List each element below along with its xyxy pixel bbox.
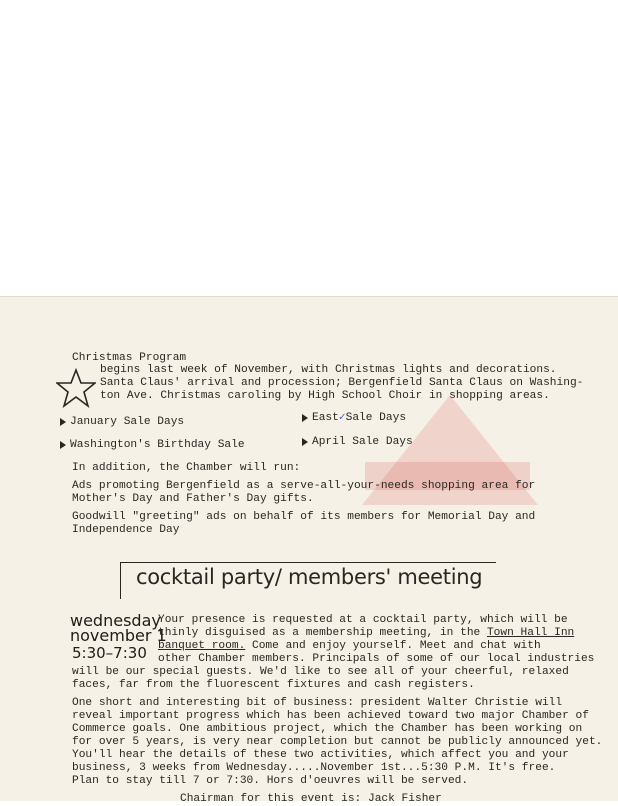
christmas-program-title: Christmas Program bbox=[72, 352, 187, 364]
meeting-heading: cocktail party/ members' meeting bbox=[136, 565, 483, 589]
christmas-line-2: Santa Claus' arrival and procession; Bergenfield Santa Claus on Washing- bbox=[100, 377, 584, 389]
chamber-intro: In addition, the Chamber will run: bbox=[72, 462, 301, 474]
christmas-line-1: begins last week of November, with Christmas lights and decorations. bbox=[100, 364, 557, 376]
para1-line-1: Your presence is requested at a cocktail party, which will be bbox=[158, 614, 568, 626]
para1-line-2 bbox=[158, 627, 574, 640]
washington-birthday-sale: Washington's Birthday Sale bbox=[70, 439, 245, 451]
para2-line-4: for over 5 years, is very near completion but cannot be publicly announced yet. bbox=[72, 736, 603, 748]
para1-line-4: other Chamber members. Principals of some of our local industries bbox=[158, 653, 595, 665]
star-icon bbox=[56, 368, 96, 408]
bullet-washington bbox=[60, 441, 66, 449]
meeting-date: november 1 bbox=[70, 626, 167, 645]
bullet-january bbox=[60, 418, 66, 426]
april-sale-days: April Sale Days bbox=[312, 436, 413, 448]
para1-line-3-text: Come and enjoy yourself. Meet and chat with bbox=[245, 640, 541, 652]
january-sale-days: January Sale Days bbox=[70, 416, 185, 428]
para1-line-2-text: thinly disguised as a membership meeting, in the bbox=[158, 627, 487, 639]
bullet-april bbox=[302, 438, 308, 446]
bullet-easter bbox=[302, 414, 308, 422]
easter-text-end: Sale Days bbox=[345, 412, 407, 424]
easter-text-start: East bbox=[312, 412, 339, 424]
meeting-day: wednesday bbox=[70, 611, 161, 630]
chairman-line: Chairman for this event is: Jack Fisher bbox=[180, 793, 442, 805]
goodwill-line-2: Independence Day bbox=[72, 524, 180, 536]
banquet-room: banquet room. bbox=[158, 640, 246, 652]
para2-line-6: business, 3 weeks from Wednesday.....November 1st...5:30 P.M. It's free. bbox=[72, 762, 556, 774]
para1-line-5: will be our special guests. We'd like to see all of your cheerful, relaxed bbox=[72, 666, 569, 678]
easter-sale-days bbox=[312, 412, 406, 425]
para1-line-6: faces, far from the fluorescent fixtures and cash registers. bbox=[72, 679, 475, 691]
check-mark: ✓ bbox=[338, 412, 346, 424]
christmas-line-3: ton Ave. Christmas caroling by High School Choir in shopping areas. bbox=[100, 390, 550, 402]
goodwill-line-1: Goodwill "greeting" ads on behalf of its members for Memorial Day and bbox=[72, 511, 536, 523]
town-hall-inn: Town Hall Inn bbox=[486, 627, 575, 639]
para2-line-5: You'll hear the details of these two activities, which affect you and your bbox=[72, 749, 569, 761]
para1-line-3 bbox=[158, 640, 541, 653]
meeting-time: 5:30–7:30 bbox=[72, 644, 147, 662]
para2-line-2: reveal important progress which has been achieved toward two major Chamber of bbox=[72, 710, 589, 722]
ads-line-1: Ads promoting Bergenfield as a serve-all-your-needs shopping area for bbox=[72, 480, 536, 492]
para2-line-3: Commerce goals. One ambitious project, which the Chamber has been working on bbox=[72, 723, 583, 735]
para2-line-7: Plan to stay till 7 or 7:30. Hors d'oeuvres will be served. bbox=[72, 775, 469, 787]
ads-line-2: Mother's Day and Father's Day gifts. bbox=[72, 493, 314, 505]
para2-line-1: One short and interesting bit of business: president Walter Christie will bbox=[72, 697, 563, 709]
